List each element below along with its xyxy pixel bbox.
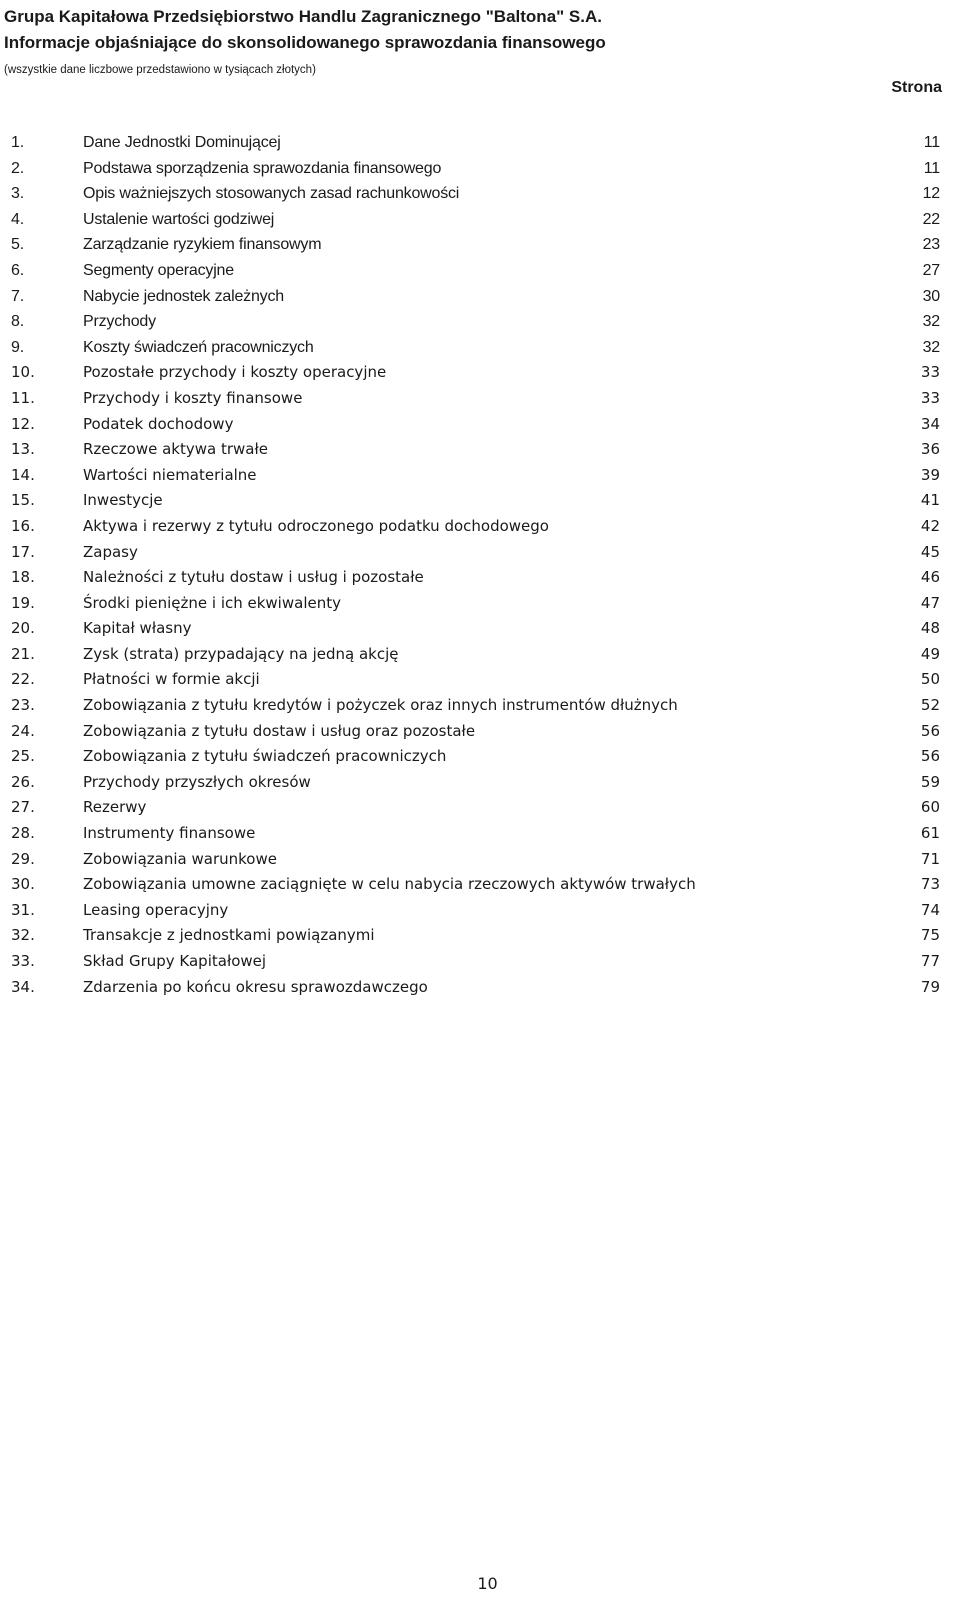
toc-entry-label: Rzeczowe aktywa trwałe xyxy=(83,440,268,459)
toc-entry-page: 49 xyxy=(920,644,940,663)
toc-entry-page: 46 xyxy=(920,568,940,587)
toc-entry-number: 3. xyxy=(11,185,24,203)
toc-entry-label: Zobowiązania z tytułu kredytów i pożyczek oraz innych instrumentów dłużnych xyxy=(83,696,678,715)
toc-entry-label: Podatek dochodowy xyxy=(83,414,234,433)
toc-entry-number: 32. xyxy=(11,926,35,945)
toc-entry-page: 32 xyxy=(922,313,940,331)
toc-entry xyxy=(0,821,960,847)
toc-entry-page: 73 xyxy=(920,875,940,894)
toc-entry xyxy=(0,565,960,591)
table-of-contents xyxy=(0,130,960,1000)
toc-entry-number: 29. xyxy=(11,849,35,868)
toc-entry-page: 45 xyxy=(920,542,940,561)
toc-entry-label: Zapasy xyxy=(83,542,138,561)
toc-entry-label: Nabycie jednostek zależnych xyxy=(83,287,284,305)
toc-entry-page: 56 xyxy=(920,747,940,766)
toc-entry xyxy=(0,309,960,335)
units-note: (wszystkie dane liczbowe przedstawiono w tysiącach złotych) xyxy=(4,64,316,76)
toc-entry-number: 1. xyxy=(11,134,24,151)
toc-entry xyxy=(0,847,960,873)
toc-entry-page: 32 xyxy=(922,338,940,356)
toc-entry xyxy=(0,335,960,361)
toc-entry xyxy=(0,284,960,310)
toc-entry-label: Przychody przyszłych okresów xyxy=(83,772,311,791)
document-header xyxy=(4,4,954,80)
toc-entry xyxy=(0,207,960,233)
toc-entry-label: Ustalenie wartości godziwej xyxy=(83,210,275,228)
toc-entry xyxy=(0,181,960,207)
toc-entry-page: 36 xyxy=(920,440,940,459)
toc-entry-page: 42 xyxy=(920,516,940,535)
toc-entry xyxy=(0,156,960,182)
toc-entry-number: 21. xyxy=(11,644,35,663)
toc-entry-label: Należności z tytułu dostaw i usług i pozostałe xyxy=(83,568,424,587)
toc-entry-label: Pozostałe przychody i koszty operacyjne xyxy=(83,363,387,382)
toc-entry-number: 14. xyxy=(11,465,35,484)
toc-entry-page: 23 xyxy=(922,236,940,254)
toc-entry-label: Opis ważniejszych stosowanych zasad rachunkowości xyxy=(83,185,460,203)
toc-entry xyxy=(0,770,960,796)
toc-entry-number: 13. xyxy=(11,440,35,459)
toc-entry xyxy=(0,463,960,489)
toc-entry-label: Rezerwy xyxy=(83,798,147,817)
toc-entry-number: 12. xyxy=(11,414,35,433)
toc-entry xyxy=(0,437,960,463)
toc-entry-page: 27 xyxy=(922,261,940,279)
toc-entry-number: 17. xyxy=(11,542,35,561)
toc-entry-number: 24. xyxy=(11,721,35,740)
toc-entry-number: 19. xyxy=(11,593,35,612)
toc-entry xyxy=(0,591,960,617)
toc-entry-page: 11 xyxy=(923,134,940,151)
toc-entry-label: Aktywa i rezerwy z tytułu odroczonego podatku dochodowego xyxy=(83,516,549,535)
toc-entry xyxy=(0,386,960,412)
toc-entry-label: Instrumenty finansowe xyxy=(83,824,256,843)
toc-entry-number: 18. xyxy=(11,568,35,587)
toc-entry xyxy=(0,795,960,821)
toc-entry xyxy=(0,232,960,258)
toc-entry xyxy=(0,360,960,386)
toc-entry-label: Przychody i koszty finansowe xyxy=(83,388,303,407)
toc-entry xyxy=(0,540,960,566)
toc-entry-number: 31. xyxy=(11,900,35,919)
toc-entry-label: Przychody xyxy=(83,313,156,331)
toc-entry-number: 30. xyxy=(11,875,35,894)
toc-entry xyxy=(0,872,960,898)
toc-entry xyxy=(0,949,960,975)
toc-entry-page: 52 xyxy=(920,696,940,715)
toc-entry xyxy=(0,258,960,284)
toc-entry xyxy=(0,667,960,693)
toc-entry-page: 22 xyxy=(922,210,940,228)
toc-entry-number: 5. xyxy=(11,236,24,254)
toc-entry xyxy=(0,693,960,719)
toc-entry-page: 33 xyxy=(920,363,940,382)
toc-entry-number: 10. xyxy=(11,363,35,382)
toc-entry-page: 75 xyxy=(920,926,940,945)
toc-entry-number: 20. xyxy=(11,619,35,638)
toc-entry-number: 9. xyxy=(11,338,24,356)
toc-entry-number: 7. xyxy=(11,287,24,305)
toc-entry-label: Zobowiązania warunkowe xyxy=(83,849,277,868)
toc-entry-label: Segmenty operacyjne xyxy=(83,261,234,279)
toc-entry-page: 33 xyxy=(920,388,940,407)
toc-entry-label: Zdarzenia po końcu okresu sprawozdawczego xyxy=(83,977,428,996)
toc-entry xyxy=(0,488,960,514)
toc-entry-number: 4. xyxy=(11,210,24,228)
toc-entry-page: 34 xyxy=(920,414,940,433)
toc-entry-label: Zobowiązania z tytułu dostaw i usług oraz pozostałe xyxy=(83,721,476,740)
toc-entry xyxy=(0,744,960,770)
toc-entry-number: 22. xyxy=(11,670,35,689)
toc-entry-page: 61 xyxy=(920,824,940,843)
toc-entry-number: 11. xyxy=(11,388,35,407)
toc-entry-label: Skład Grupy Kapitałowej xyxy=(83,952,267,970)
toc-entry-label: Płatności w formie akcji xyxy=(83,670,260,689)
toc-entry-page: 71 xyxy=(920,849,940,868)
toc-entry-page: 56 xyxy=(920,721,940,740)
toc-entry-label: Dane Jednostki Dominującej xyxy=(83,134,281,151)
toc-entry-page: 47 xyxy=(920,593,940,612)
toc-entry-label: Inwestycje xyxy=(83,491,163,510)
toc-entry xyxy=(0,412,960,438)
toc-entry-label: Leasing operacyjny xyxy=(83,900,229,919)
toc-entry-label: Zarządzanie ryzykiem finansowym xyxy=(83,236,322,254)
toc-entry xyxy=(0,975,960,1001)
toc-entry-number: 15. xyxy=(11,491,35,510)
toc-entry-page: 50 xyxy=(920,670,940,689)
toc-entry-number: 23. xyxy=(11,696,35,715)
toc-entry-page: 30 xyxy=(922,287,940,305)
toc-entry-page: 60 xyxy=(920,798,940,817)
document-title-line-1: Grupa Kapitałowa Przedsiębiorstwo Handlu Zagranicznego "Baltona" S.A. xyxy=(4,7,602,26)
toc-entry-page: 77 xyxy=(920,952,940,970)
toc-entry-number: 16. xyxy=(11,516,35,535)
toc-entry-page: 48 xyxy=(920,619,940,638)
toc-entry-label: Zysk (strata) przypadający na jedną akcję xyxy=(83,644,399,663)
toc-entry-number: 28. xyxy=(11,824,35,843)
toc-entry-number: 25. xyxy=(11,747,35,766)
toc-entry-label: Transakcje z jednostkami powiązanymi xyxy=(83,926,375,945)
toc-entry-number: 33. xyxy=(11,952,35,970)
toc-entry-label: Zobowiązania z tytułu świadczeń pracowniczych xyxy=(83,747,447,766)
page-column-header: Strona xyxy=(891,79,942,96)
toc-entry-number: 34. xyxy=(11,977,35,996)
toc-entry-page: 39 xyxy=(920,465,940,484)
toc-entry-page: 41 xyxy=(920,491,940,510)
toc-entry-number: 27. xyxy=(11,798,35,817)
document-title-line-2: Informacje objaśniające do skonsolidowanego sprawozdania finansowego xyxy=(4,33,606,52)
toc-entry-number: 8. xyxy=(11,313,24,331)
toc-entry xyxy=(0,719,960,745)
toc-entry-label: Kapitał własny xyxy=(83,619,192,638)
toc-entry xyxy=(0,642,960,668)
toc-entry xyxy=(0,898,960,924)
toc-entry-page: 74 xyxy=(920,900,940,919)
page-number: 10 xyxy=(477,1574,498,1593)
toc-entry xyxy=(0,616,960,642)
toc-entry xyxy=(0,130,960,156)
toc-entry-page: 79 xyxy=(920,977,940,996)
toc-entry-label: Koszty świadczeń pracowniczych xyxy=(83,338,314,356)
toc-entry-page: 11 xyxy=(923,159,940,177)
toc-entry-page: 59 xyxy=(920,772,940,791)
toc-entry-number: 26. xyxy=(11,772,35,791)
toc-entry-label: Środki pieniężne i ich ekwiwalenty xyxy=(83,593,341,612)
toc-entry-number: 6. xyxy=(11,261,24,279)
toc-entry-page: 12 xyxy=(922,185,940,203)
toc-entry-number: 2. xyxy=(11,159,24,177)
toc-entry xyxy=(0,514,960,540)
toc-entry-label: Podstawa sporządzenia sprawozdania finansowego xyxy=(83,159,442,177)
toc-entry xyxy=(0,923,960,949)
toc-entry-label: Zobowiązania umowne zaciągnięte w celu nabycia rzeczowych aktywów trwałych xyxy=(83,875,696,894)
toc-entry-label: Wartości niematerialne xyxy=(83,465,257,484)
